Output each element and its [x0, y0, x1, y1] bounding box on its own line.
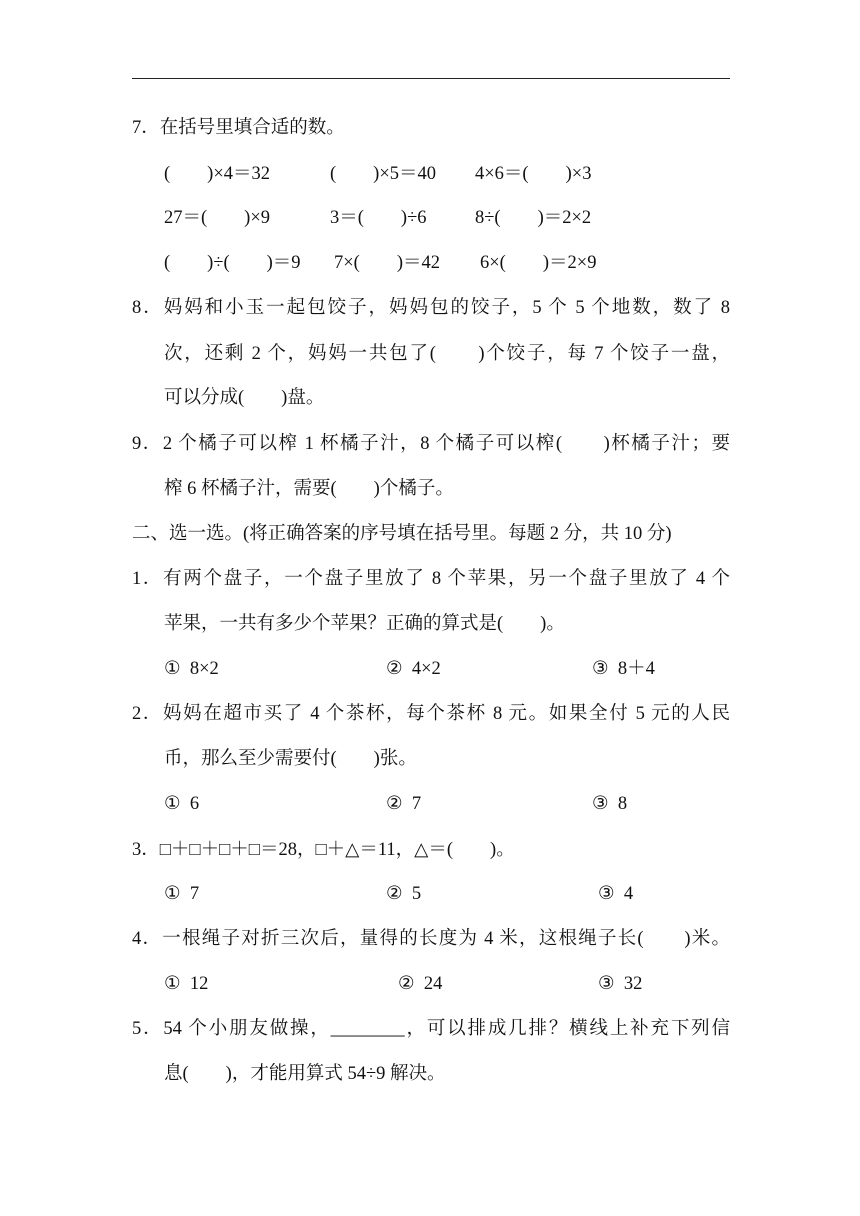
- q7-r1-c3: 4×6＝( )×3: [475, 164, 592, 184]
- s1-option-3: ③ 8＋4: [592, 659, 655, 679]
- q7-r2-c1: 27＝( )×9: [164, 208, 271, 228]
- q7-r3-c3: 6×( )＝2×9: [480, 253, 597, 273]
- s2-line2: 币，那么至少需要付( )张。: [164, 749, 417, 769]
- s4-option-3: ③ 32: [598, 974, 643, 994]
- q7-r2-c3: 8÷( )＝2×2: [475, 208, 592, 228]
- s2-option-3: ③ 8: [592, 794, 628, 814]
- s4-line1: 4．一根绳子对折三次后，量得的长度为 4 米，这根绳子长( )米。: [132, 929, 730, 949]
- q9-line1: 9．2 个橘子可以榨 1 杯橘子汁，8 个橘子可以榨( )杯橘子汁；要: [132, 434, 730, 454]
- q9-line2: 榨 6 杯橘子汁，需要( )个橘子。: [164, 479, 454, 499]
- s3-option-1: ① 7: [164, 884, 200, 904]
- s3-line1: 3．□＋□＋□＋□＝28，□＋△＝11，△＝( )。: [132, 840, 515, 860]
- s3-option-3: ③ 4: [598, 884, 634, 904]
- q7-r3-c1: ( )÷( )＝9: [164, 253, 301, 273]
- s1-option-2: ② 4×2: [386, 659, 441, 679]
- s1-line2: 苹果，一共有多少个苹果？正确的算式是( )。: [164, 614, 565, 634]
- s1-option-1: ① 8×2: [164, 659, 219, 679]
- q7-r2-c2: 3＝( )÷6: [330, 208, 427, 228]
- q8-line3: 可以分成( )盘。: [164, 388, 325, 408]
- s2-option-2: ② 7: [386, 794, 422, 814]
- s3-option-2: ② 5: [386, 884, 422, 904]
- header-rule: [132, 78, 730, 79]
- s2-option-1: ① 6: [164, 794, 200, 814]
- s4-option-2: ② 24: [398, 974, 443, 994]
- section2-heading: 二、选一选。(将正确答案的序号填在括号里。每题 2 分，共 10 分): [132, 524, 672, 544]
- s5-line1: 5．54 个小朋友做操，________，可以排成几排？横线上补充下列信: [132, 1019, 730, 1039]
- q7-title: 7．在括号里填合适的数。: [132, 118, 345, 138]
- s1-line1: 1．有两个盘子，一个盘子里放了 8 个苹果，另一个盘子里放了 4 个: [132, 569, 730, 589]
- q7-r1-c1: ( )×4＝32: [164, 164, 271, 184]
- q7-r3-c2: 7×( )＝42: [334, 253, 441, 273]
- q8-line1: 8．妈妈和小玉一起包饺子，妈妈包的饺子，5 个 5 个地数，数了 8: [132, 298, 730, 318]
- s5-line2: 息( )，才能用算式 54÷9 解决。: [164, 1064, 446, 1084]
- q7-r1-c2: ( )×5＝40: [330, 164, 437, 184]
- q8-line2: 次，还剩 2 个，妈妈一共包了( )个饺子，每 7 个饺子一盘，: [164, 344, 730, 364]
- s4-option-1: ① 12: [164, 974, 209, 994]
- s2-line1: 2．妈妈在超市买了 4 个茶杯，每个茶杯 8 元。如果全付 5 元的人民: [132, 704, 730, 724]
